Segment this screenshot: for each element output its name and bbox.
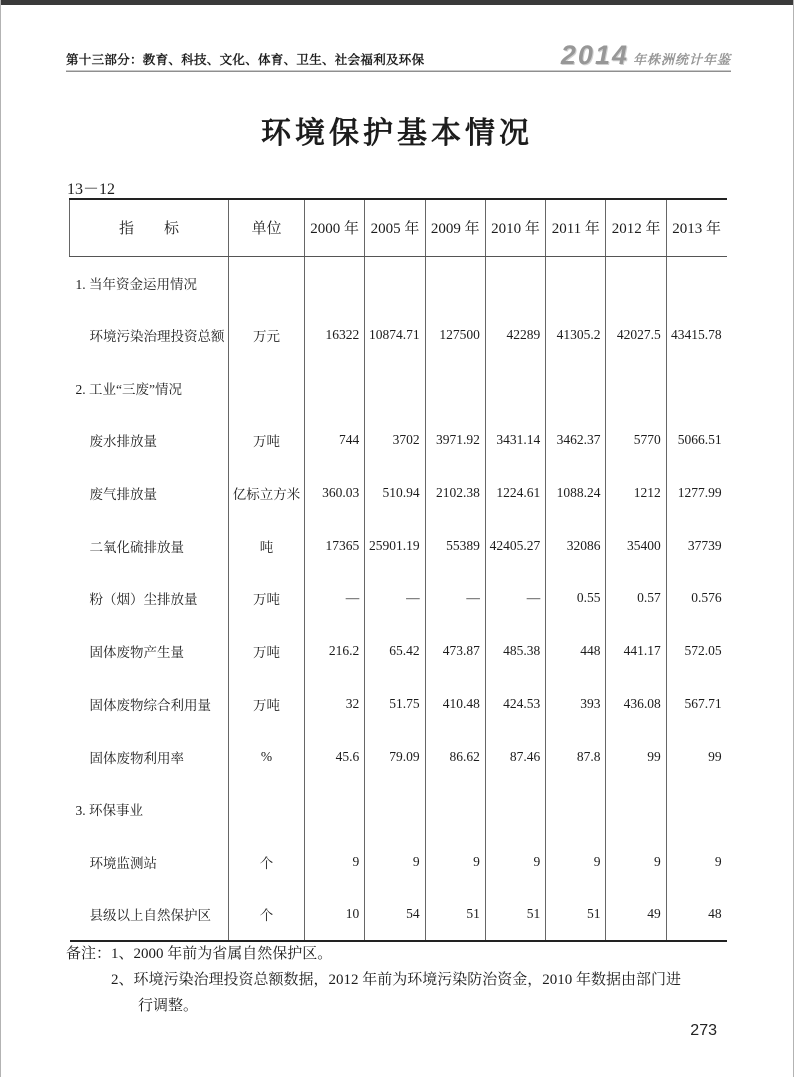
column-header: 2013 年 <box>666 199 726 256</box>
value-cell <box>546 783 606 836</box>
value-cell: 3462.37 <box>546 414 606 467</box>
table-row <box>70 256 727 309</box>
stats-table <box>69 198 727 942</box>
value-cell: 5770 <box>606 414 666 467</box>
indicator-cell: 固体废物产生量 <box>89 645 184 661</box>
column-header: 2011 年 <box>546 199 606 256</box>
value-cell: 744 <box>305 414 365 467</box>
value-cell <box>485 256 545 309</box>
table-row <box>70 467 727 520</box>
value-cell: 441.17 <box>606 625 666 678</box>
value-cell: 9 <box>546 836 606 889</box>
value-cell: 43415.78 <box>666 309 726 362</box>
value-cell: 5066.51 <box>666 414 726 467</box>
column-header: 2000 年 <box>305 199 365 256</box>
value-cell: 45.6 <box>305 730 365 783</box>
value-cell <box>606 783 666 836</box>
value-cell <box>425 783 485 836</box>
value-cell <box>425 361 485 414</box>
unit-cell: 万吨 <box>229 625 305 678</box>
header-rule <box>66 70 731 72</box>
value-cell <box>606 361 666 414</box>
value-cell: 485.38 <box>485 625 545 678</box>
indicator-cell: 废水排放量 <box>89 434 157 450</box>
value-cell: 410.48 <box>425 678 485 731</box>
value-cell: 424.53 <box>485 678 545 731</box>
value-cell: 55389 <box>425 519 485 572</box>
unit-cell: 万吨 <box>229 572 305 625</box>
value-cell: 0.576 <box>666 572 726 625</box>
value-cell: 42289 <box>485 309 545 362</box>
indicator-cell: 废气排放量 <box>89 487 157 503</box>
value-cell: — <box>425 572 485 625</box>
value-cell <box>666 361 726 414</box>
unit-cell: 万吨 <box>229 678 305 731</box>
value-cell: 2102.38 <box>425 467 485 520</box>
notes-label: 备注： <box>66 946 112 962</box>
value-cell <box>365 256 425 309</box>
value-cell: 51 <box>485 888 545 941</box>
value-cell <box>305 361 365 414</box>
value-cell: 473.87 <box>425 625 485 678</box>
value-cell: 32 <box>305 678 365 731</box>
value-cell: 9 <box>305 836 365 889</box>
page-number: 273 <box>690 1022 717 1039</box>
value-cell <box>485 783 545 836</box>
value-cell: 79.09 <box>365 730 425 783</box>
value-cell: 32086 <box>546 519 606 572</box>
unit-cell <box>229 783 305 836</box>
value-cell: 54 <box>365 888 425 941</box>
value-cell: 99 <box>606 730 666 783</box>
indicator-cell: 3. 环保事业 <box>75 803 143 819</box>
table-row <box>70 625 727 678</box>
table-row <box>70 783 727 836</box>
table-number: 13－12 <box>67 181 116 198</box>
value-cell: 1277.99 <box>666 467 726 520</box>
unit-cell <box>229 256 305 309</box>
value-cell: 87.8 <box>546 730 606 783</box>
value-cell: 567.71 <box>666 678 726 731</box>
value-cell: 42027.5 <box>606 309 666 362</box>
unit-cell: 亿标立方米 <box>229 467 305 520</box>
value-cell: 9 <box>666 836 726 889</box>
column-header: 2012 年 <box>606 199 666 256</box>
indicator-cell: 固体废物利用率 <box>89 750 184 766</box>
value-cell: 51 <box>546 888 606 941</box>
value-cell: 1212 <box>606 467 666 520</box>
value-cell: 393 <box>546 678 606 731</box>
value-cell: 86.62 <box>425 730 485 783</box>
value-cell: 17365 <box>305 519 365 572</box>
indicator-cell: 2. 工业“三废”情况 <box>75 381 182 397</box>
value-cell: 572.05 <box>666 625 726 678</box>
table-row <box>70 888 727 941</box>
table-row <box>70 361 727 414</box>
indicator-cell: 环境监测站 <box>89 855 157 871</box>
value-cell: 87.46 <box>485 730 545 783</box>
value-cell: 9 <box>485 836 545 889</box>
table-row <box>70 414 727 467</box>
table-header-row <box>70 199 727 256</box>
note-line-3: 行调整。 <box>138 998 199 1014</box>
notes <box>66 941 738 1019</box>
column-header: 指 标 <box>70 199 229 256</box>
value-cell: 65.42 <box>365 625 425 678</box>
value-cell <box>666 256 726 309</box>
value-cell: 0.55 <box>546 572 606 625</box>
value-cell: 35400 <box>606 519 666 572</box>
value-cell: 41305.2 <box>546 309 606 362</box>
value-cell: 9 <box>606 836 666 889</box>
indicator-cell: 固体废物综合利用量 <box>89 697 211 713</box>
value-cell: 99 <box>666 730 726 783</box>
value-cell: 448 <box>546 625 606 678</box>
value-cell <box>365 783 425 836</box>
value-cell: 37739 <box>666 519 726 572</box>
value-cell: 9 <box>425 836 485 889</box>
value-cell: 10874.71 <box>365 309 425 362</box>
indicator-cell: 1. 当年资金运用情况 <box>75 276 197 292</box>
value-cell: 127500 <box>425 309 485 362</box>
yearbook-logo <box>561 40 731 71</box>
value-cell: 1088.24 <box>546 467 606 520</box>
value-cell <box>425 256 485 309</box>
value-cell <box>305 783 365 836</box>
note-items <box>111 941 681 1019</box>
column-header: 单位 <box>229 199 305 256</box>
page-top-edge <box>1 0 793 5</box>
column-header: 2010 年 <box>485 199 545 256</box>
value-cell: — <box>485 572 545 625</box>
table-row <box>70 730 727 783</box>
value-cell <box>666 783 726 836</box>
value-cell: 9 <box>365 836 425 889</box>
value-cell: 1224.61 <box>485 467 545 520</box>
value-cell: 436.08 <box>606 678 666 731</box>
table-row <box>70 519 727 572</box>
running-header-section-title: 第十三部分：教育、科技、文化、体育、卫生、社会福利及环保 <box>66 53 425 67</box>
unit-cell: 吨 <box>229 519 305 572</box>
value-cell: 3971.92 <box>425 414 485 467</box>
logo-year: 2014 <box>560 40 629 70</box>
value-cell: 42405.27 <box>485 519 545 572</box>
value-cell <box>365 361 425 414</box>
column-header: 2005 年 <box>365 199 425 256</box>
indicator-cell: 县级以上自然保护区 <box>89 908 211 924</box>
value-cell: 10 <box>305 888 365 941</box>
indicator-cell: 粉（烟）尘排放量 <box>89 592 198 608</box>
note-line-2: 2、环境污染治理投资总额数据，2012 年前为环境污染防治资金，2010 年数据由部门进 <box>111 972 682 988</box>
value-cell <box>546 256 606 309</box>
table-row <box>70 836 727 889</box>
value-cell: 3702 <box>365 414 425 467</box>
value-cell: 510.94 <box>365 467 425 520</box>
indicator-cell: 二氧化硫排放量 <box>89 539 184 555</box>
value-cell: 216.2 <box>305 625 365 678</box>
table-row <box>70 678 727 731</box>
value-cell: 16322 <box>305 309 365 362</box>
value-cell <box>305 256 365 309</box>
unit-cell: % <box>229 730 305 783</box>
value-cell <box>606 256 666 309</box>
value-cell: 49 <box>606 888 666 941</box>
value-cell: 51.75 <box>365 678 425 731</box>
page-title: 环境保护基本情况 <box>261 117 533 150</box>
value-cell: — <box>365 572 425 625</box>
value-cell: — <box>305 572 365 625</box>
table-row <box>70 572 727 625</box>
value-cell: 48 <box>666 888 726 941</box>
value-cell <box>546 361 606 414</box>
value-cell: 25901.19 <box>365 519 425 572</box>
value-cell: 0.57 <box>606 572 666 625</box>
value-cell: 360.03 <box>305 467 365 520</box>
logo-text: 年株洲统计年鉴 <box>632 52 731 67</box>
note-line-1: 1、2000 年前为省属自然保护区。 <box>111 946 333 962</box>
unit-cell <box>229 361 305 414</box>
column-header: 2009 年 <box>425 199 485 256</box>
unit-cell: 个 <box>229 836 305 889</box>
value-cell: 51 <box>425 888 485 941</box>
value-cell: 3431.14 <box>485 414 545 467</box>
value-cell <box>485 361 545 414</box>
table-body <box>70 256 727 941</box>
unit-cell: 万吨 <box>229 414 305 467</box>
unit-cell: 个 <box>229 888 305 941</box>
indicator-cell: 环境污染治理投资总额 <box>89 329 225 345</box>
table-row <box>70 309 727 362</box>
unit-cell: 万元 <box>229 309 305 362</box>
